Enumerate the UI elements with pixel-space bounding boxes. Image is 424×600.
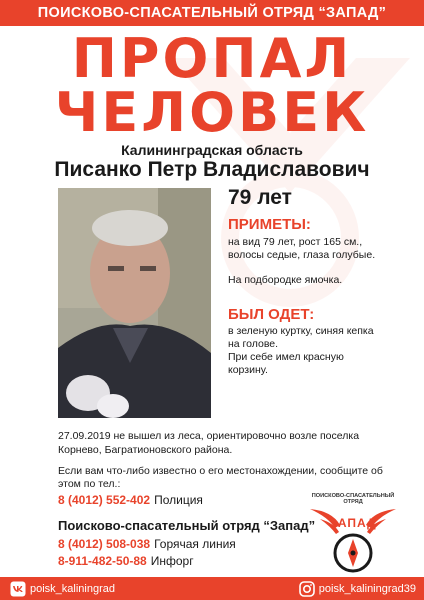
police-contact — [58, 493, 203, 507]
clothes-description — [228, 325, 418, 377]
contact-prompt-line: Если вам что-либо известно о его местонахождении, сообщите об — [58, 465, 383, 477]
incident-description — [58, 429, 418, 457]
clothes-line: При себе имел красную — [228, 351, 344, 363]
signs-title: ПРИМЕТЫ: — [228, 216, 311, 233]
inforg-phone[interactable]: 8-911-482-50-88 — [58, 554, 147, 568]
contact-prompt-line: этом по тел.: — [58, 478, 121, 490]
logo-caption: ПОИСКОВО-СПАСАТЕЛЬНЫЙ — [311, 493, 395, 499]
org-name-header: ПОИСКОВО-СПАСАТЕЛЬНЫЙ ОТРЯД “ЗАПАД” — [37, 5, 387, 21]
hotline-phone[interactable]: 8 (4012) 508-038 — [58, 537, 151, 551]
footer-bar — [0, 577, 424, 600]
signs-description — [228, 236, 418, 287]
clothes-title: БЫЛ ОДЕТ: — [228, 306, 315, 323]
org-logo — [298, 487, 408, 577]
person-age: 79 лет — [228, 186, 292, 209]
logo-caption: ОТРЯД — [343, 499, 363, 505]
region-label: Калининградская область — [121, 142, 303, 158]
clothes-line: в зеленую куртку, синяя кепка — [228, 325, 374, 337]
instagram-link[interactable] — [299, 577, 416, 600]
person-photo — [58, 188, 211, 418]
person-name: Писанко Петр Владиславович — [54, 158, 370, 181]
inforg-label: Инфорг — [150, 554, 194, 568]
police-label: Полиция — [154, 493, 203, 507]
logo-emblem-icon — [298, 487, 408, 577]
org-name: Поисково-спасательный отряд “Запад” — [58, 518, 316, 533]
signs-line: волосы седые, глаза голубые. — [228, 249, 376, 261]
instagram-handle: poisk_kaliningrad39 — [318, 582, 416, 595]
incident-line: Корнево, Багратионовского района. — [58, 444, 233, 456]
clothes-line: корзину. — [228, 364, 268, 376]
vk-link[interactable] — [10, 577, 115, 600]
signs-line: на вид 79 лет, рост 165 см., — [228, 236, 363, 248]
instagram-icon — [299, 581, 315, 597]
hotline-contact — [58, 537, 236, 551]
logo-word: ЗАПАД — [329, 516, 377, 530]
clothes-line: на голове. — [228, 338, 279, 350]
inforg-contact — [58, 554, 194, 568]
header-bar — [0, 0, 424, 26]
headline-person: ЧЕЛОВЕК — [54, 81, 370, 144]
incident-line: 27.09.2019 не вышел из леса, ориентировочно возле поселка — [58, 430, 360, 442]
headline-missing: ПРОПАЛ — [71, 27, 353, 90]
vk-handle: poisk_kaliningrad — [30, 582, 115, 595]
signs-line: На подбородке ямочка. — [228, 274, 343, 286]
police-phone[interactable]: 8 (4012) 552-402 — [58, 493, 151, 507]
hotline-label: Горячая линия — [154, 537, 236, 551]
vk-icon — [10, 581, 26, 597]
